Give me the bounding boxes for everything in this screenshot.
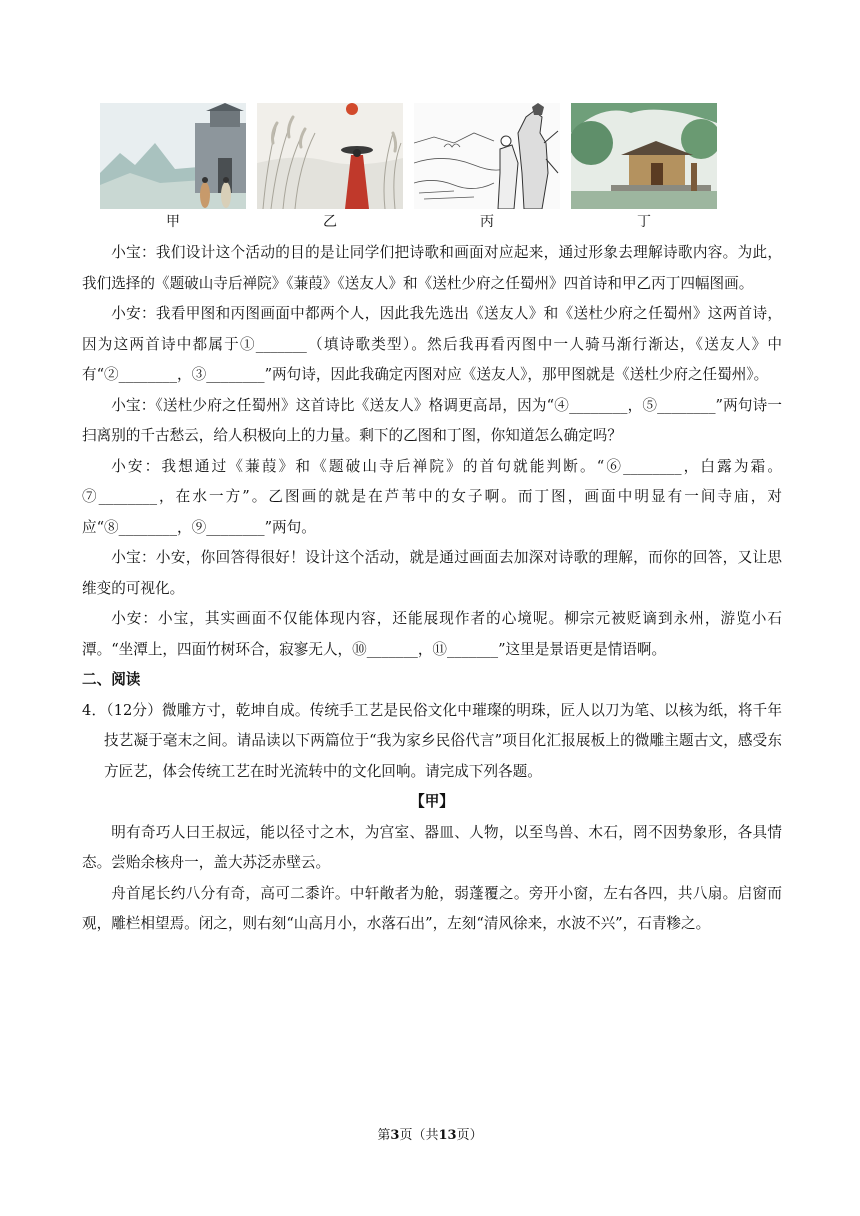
caption-jia: 甲 <box>166 214 180 230</box>
dialogue-paragraph: 小宝：《送杜少府之任蜀州》这首诗比《送友人》格调更高昂，因为“④________，⑤________”两句诗一扫离别的千古愁云，给人积极向上的力量。剩下的乙图和丁图，你知道怎么确定吗？ <box>82 396 782 444</box>
caption-ding: 丁 <box>637 214 651 230</box>
picture-ding <box>571 103 717 209</box>
total-pages-number: 13 <box>438 1128 457 1143</box>
passage-label: 【甲】 <box>410 793 454 810</box>
caption-bing: 丙 <box>480 214 494 230</box>
picture-row <box>100 103 720 233</box>
landscape-farewell-image <box>100 103 246 209</box>
article-body <box>82 238 782 940</box>
temple-image <box>571 103 717 209</box>
picture-yi <box>257 103 403 209</box>
caption-yi: 乙 <box>323 214 337 230</box>
reeds-woman-image <box>257 103 403 209</box>
dialogue-paragraph: 小宝：我们设计这个活动的目的是让同学们把诗歌和画面对应起来，通过形象去理解诗歌内容。为此，我们选择的《题破山寺后禅院》《蒹葭》《送友人》和《送杜少府之任蜀州》四首诗和甲乙丙丁四幅图画。 <box>82 244 782 292</box>
dialogue-paragraph: 小安：小宝，其实画面不仅能体现内容，还能展现作者的心境呢。柳宗元被贬谪到永州，游览小石潭。“坐潭上，四面竹树环合，寂寥无人，⑩_______，⑪_______”这里是景语更是情语啊。 <box>82 610 782 658</box>
picture-jia <box>100 103 246 209</box>
passage-paragraph: 明有奇巧人曰王叔远，能以径寸之木，为宫室、器皿、人物，以至鸟兽、木石，罔不因势象形，各具情态。尝贻余核舟一，盖大苏泛赤壁云。 <box>82 823 782 871</box>
passage-paragraph: 舟首尾长约八分有奇，高可二黍许。中轩敞者为舱，弱蓬覆之。旁开小窗，左右各四，共八扇。启窗而观，雕栏相望焉。闭之，则右刻“山高月小，水落石出”，左刻“清风徐来，水波不兴”，石青糁之。 <box>82 884 782 932</box>
page-footer: 第3页（共13页） <box>377 1128 483 1143</box>
dialogue-paragraph: 小宝：小安，你回答得很好！设计这个活动，就是通过画面去加深对诗歌的理解，而你的回答，又让思维变的可视化。 <box>82 549 782 597</box>
dialogue-paragraph: 小安：我想通过《蒹葭》和《题破山寺后禅院》的首句就能判断。“⑥________，白露为霜。⑦________，在水一方”。乙图画的就是在芦苇中的女子啊。而丁图，画面中明显有一间寺庙，对应“⑧________，⑨________”两句。 <box>82 457 782 536</box>
horse-rider-sketch-image <box>414 103 560 209</box>
section-heading: 二、阅读 <box>82 671 141 688</box>
question-stem: 4．（12分）微雕方寸，乾坤自成。传统手工艺是民俗文化中璀璨的明珠，匠人以刀为笔、以核为纸，将千年技艺凝于毫末之间。请品读以下两篇位于“我为家乡民俗代言”项目化汇报展板上的微雕主题古文，感受东方匠艺，体会传统工艺在时光流转中的文化回响。请完成下列各题。 <box>82 701 782 780</box>
picture-bing <box>414 103 560 209</box>
current-page-number: 3 <box>390 1128 400 1143</box>
dialogue-paragraph: 小安：我看甲图和丙图画面中都两个人，因此我先选出《送友人》和《送杜少府之任蜀州》这两首诗，因为这两首诗中都属于①_______（填诗歌类型）。然后我再看丙图中一人骑马渐行渐达，《送友人》中有“②________，③________”两句诗，因此我确定丙图对应《送友人》，那甲图就是《送杜少府之任蜀州》。 <box>82 305 782 383</box>
